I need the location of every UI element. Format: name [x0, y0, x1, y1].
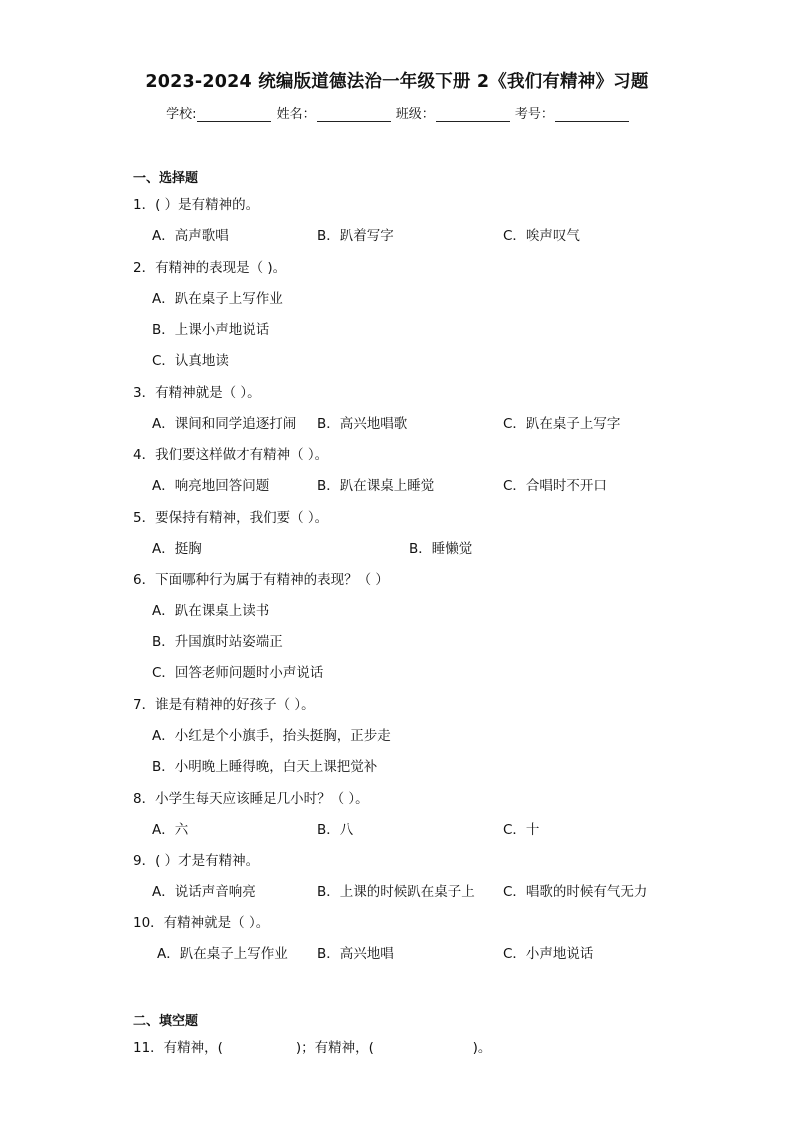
question-11: 11．有精神，( )；有精神，( )。	[133, 1040, 492, 1056]
q9-option-b[interactable]: B．上课的时候趴在桌子上	[317, 884, 475, 900]
student-info-row	[0, 103, 794, 122]
question-1: 1．( ）是有精神的。	[133, 197, 260, 213]
q10-option-a[interactable]: A．趴在桌子上写作业	[157, 946, 288, 962]
q6-option-b[interactable]: B．升国旗时站姿端正	[152, 634, 283, 650]
q8-option-a[interactable]: A．六	[152, 822, 189, 838]
question-9: 9．( ）才是有精神。	[133, 853, 260, 869]
class-blank[interactable]	[436, 107, 510, 122]
q3-option-b[interactable]: B．高兴地唱歌	[317, 416, 408, 432]
question-4: 4．我们要这样做才有精神（ ）。	[133, 447, 329, 463]
q9-option-c[interactable]: C．唱歌的时候有气无力	[503, 884, 648, 900]
q4-option-b[interactable]: B．趴在课桌上睡觉	[317, 478, 435, 494]
name-label: 姓名：	[276, 107, 316, 122]
q8-option-b[interactable]: B．八	[317, 822, 354, 838]
name-blank[interactable]	[317, 107, 391, 122]
question-2: 2．有精神的表现是（ )。	[133, 260, 287, 276]
q6-option-c[interactable]: C．回答老师问题时小声说话	[152, 665, 324, 681]
question-5: 5．要保持有精神，我们要（ ）。	[133, 510, 329, 526]
q4-option-c[interactable]: C．合唱时不开口	[503, 478, 607, 494]
question-10: 10．有精神就是（ ）。	[133, 915, 270, 931]
section-heading-fill: 二、填空题	[133, 1014, 199, 1029]
q10-option-c[interactable]: C．小声地说话	[503, 946, 594, 962]
q1-option-b[interactable]: B．趴着写字	[317, 228, 394, 244]
q2-option-a[interactable]: A．趴在桌子上写作业	[152, 291, 283, 307]
question-8: 8．小学生每天应该睡足几小时？（ ）。	[133, 791, 369, 807]
number-blank[interactable]	[555, 107, 629, 122]
q4-option-a[interactable]: A．响亮地回答问题	[152, 478, 270, 494]
q5-option-a[interactable]: A．挺胸	[152, 541, 202, 557]
q3-option-c[interactable]: C．趴在桌子上写字	[503, 416, 621, 432]
page-title: 2023-2024 统编版道德法治一年级下册 2《我们有精神》习题	[145, 72, 649, 92]
q3-option-a[interactable]: A．课间和同学追逐打闹	[152, 416, 297, 432]
question-6: 6．下面哪种行为属于有精神的表现？（ ）	[133, 572, 389, 588]
q6-option-a[interactable]: A．趴在课桌上读书	[152, 603, 270, 619]
class-label: 班级：	[395, 107, 435, 122]
question-3: 3．有精神就是（ ）。	[133, 385, 261, 401]
section-heading-choice: 一、选择题	[133, 171, 199, 186]
q7-option-b[interactable]: B．小明晚上睡得晚，白天上课把觉补	[152, 759, 378, 775]
q8-option-c[interactable]: C．十	[503, 822, 540, 838]
school-blank[interactable]	[197, 107, 271, 122]
q10-option-b[interactable]: B．高兴地唱	[317, 946, 394, 962]
number-label: 考号：	[514, 107, 554, 122]
q2-option-c[interactable]: C．认真地读	[152, 353, 229, 369]
q1-option-c[interactable]: C．唉声叹气	[503, 228, 580, 244]
q7-option-a[interactable]: A．小红是个小旗手，抬头挺胸，正步走	[152, 728, 391, 744]
q5-option-b[interactable]: B．睡懒觉	[409, 541, 473, 557]
school-label: 学校:	[166, 107, 197, 122]
q2-option-b[interactable]: B．上课小声地说话	[152, 322, 270, 338]
q9-option-a[interactable]: A．说话声音响亮	[152, 884, 256, 900]
q1-option-a[interactable]: A．高声歌唱	[152, 228, 229, 244]
question-7: 7．谁是有精神的好孩子（ ）。	[133, 697, 315, 713]
